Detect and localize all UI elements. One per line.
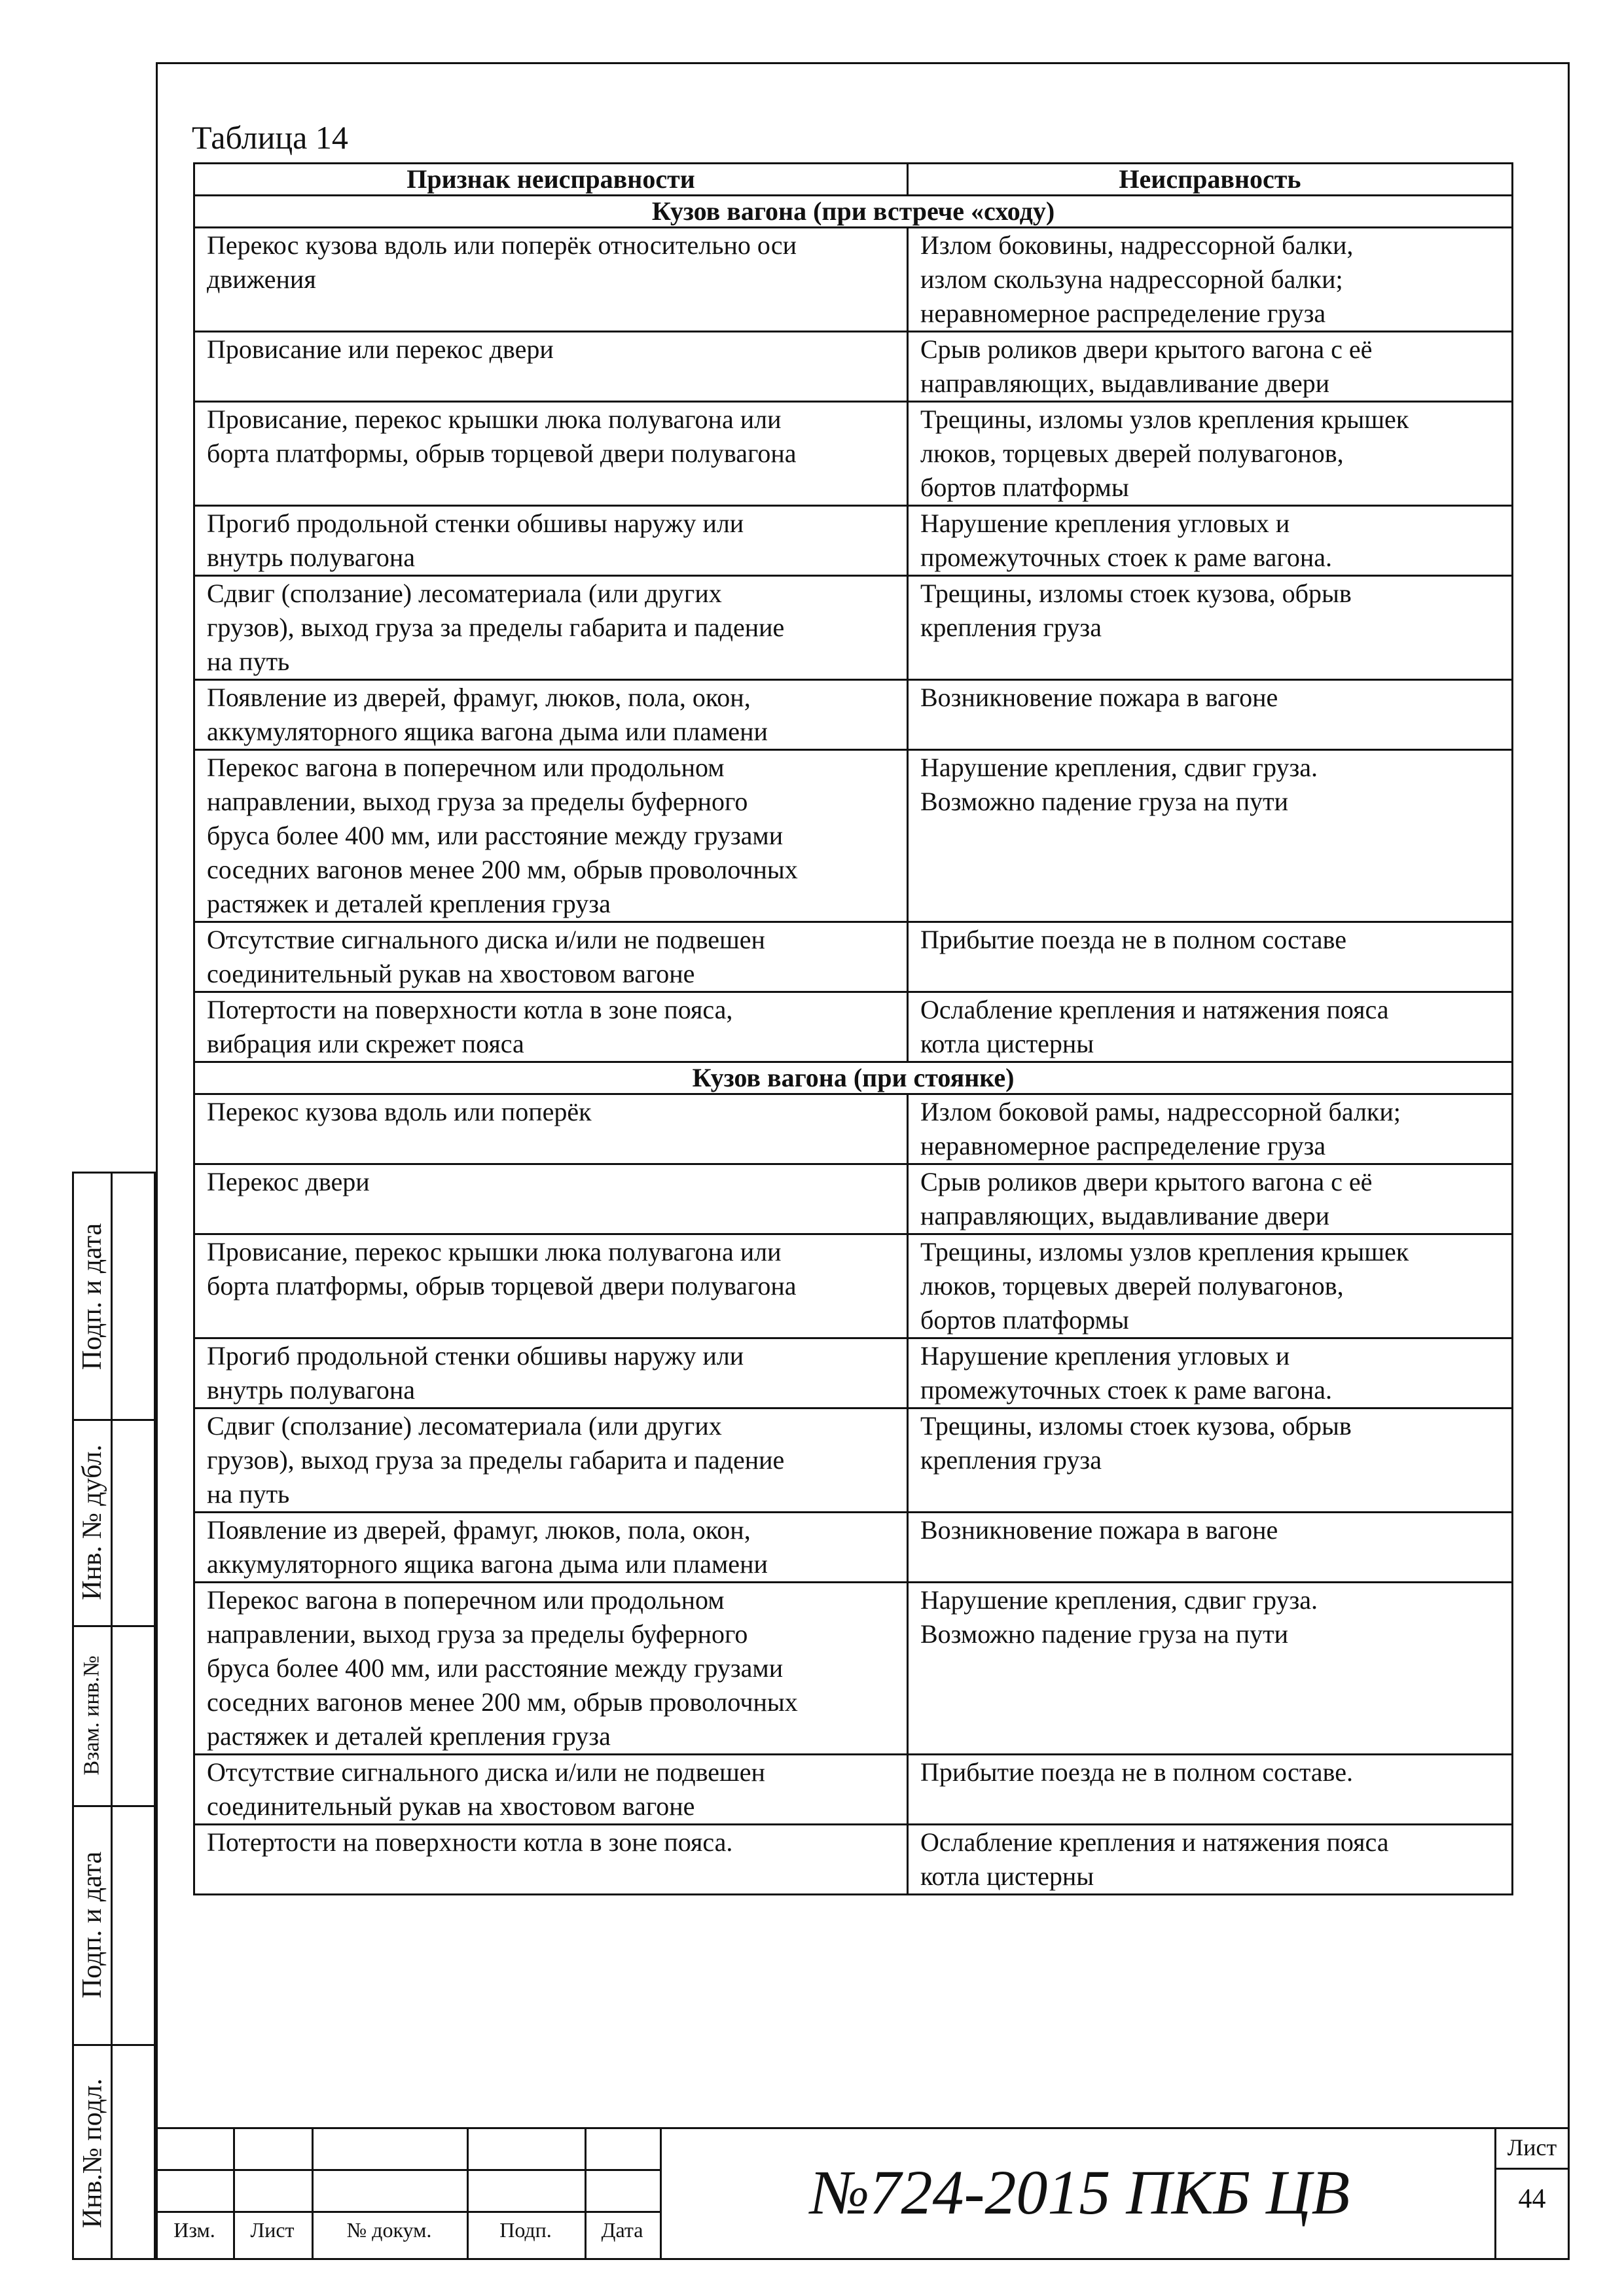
fault-cell: Срыв роликов двери крытого вагона с её направляющих, выдавливание двери (908, 1164, 1513, 1234)
fault-cell: Прибытие поезда не в полном составе. (908, 1755, 1513, 1825)
table-row (194, 1408, 1513, 1513)
table-row (194, 1234, 1513, 1338)
tb-col-date: Дата (601, 2218, 643, 2242)
stamp-sign-date-1: Подп. и дата (77, 1223, 108, 1370)
table-row (194, 576, 1513, 680)
header-symptom: Признак неисправности (194, 164, 908, 196)
stamp-sign-date-2: Подп. и дата (77, 1851, 108, 1998)
stamp-replace-inv: Взам. инв.№ (80, 1655, 105, 1776)
fault-table (193, 162, 1513, 1895)
section-header-row (194, 196, 1513, 228)
table-row (194, 1755, 1513, 1825)
table-row (194, 750, 1513, 922)
table-row (194, 506, 1513, 576)
tb-col-sheet: Лист (250, 2218, 295, 2242)
symptom-cell: Провисание, перекос крышки люка полувагона или борта платформы, обрыв торцевой двери полувагона (194, 1234, 908, 1338)
fault-cell: Возникновение пожара в вагоне (908, 1513, 1513, 1583)
section-title: Кузов вагона (при стоянке) (194, 1062, 1513, 1094)
symptom-cell: Отсутствие сигнального диска и/или не подвешен соединительный рукав на хвостовом вагоне (194, 922, 908, 992)
symptom-cell: Прогиб продольной стенки обшивы наружу или внутрь полувагона (194, 506, 908, 576)
sheet-number: 44 (1518, 2184, 1546, 2214)
fault-cell: Ослабление крепления и натяжения пояса котла цистерны (908, 992, 1513, 1062)
tb-col-sign: Подп. (499, 2218, 552, 2242)
fault-cell: Срыв роликов двери крытого вагона с её направляющих, выдавливание двери (908, 332, 1513, 402)
table-row (194, 992, 1513, 1062)
table-row (194, 228, 1513, 332)
symptom-cell: Появление из дверей, фрамуг, люков, пола, окон, аккумуляторного ящика вагона дыма или пламени (194, 1513, 908, 1583)
table-row (194, 1513, 1513, 1583)
symptom-cell: Перекос кузова вдоль или поперёк (194, 1094, 908, 1164)
symptom-cell: Провисание, перекос крышки люка полувагона или борта платформы, обрыв торцевой двери полувагона (194, 402, 908, 506)
fault-cell: Прибытие поезда не в полном составе (908, 922, 1513, 992)
fault-cell: Излом боковой рамы, надрессорной балки; неравномерное распределение груза (908, 1094, 1513, 1164)
fault-cell: Нарушение крепления угловых и промежуточных стоек к раме вагона. (908, 506, 1513, 576)
table-row (194, 1583, 1513, 1755)
stamp-inv-dup: Инв. № дубл. (77, 1444, 107, 1600)
table-row (194, 1164, 1513, 1234)
tb-col-change: Изм. (173, 2218, 215, 2242)
tb-col-doc: № докум. (346, 2218, 432, 2242)
stamp-inv-orig: Инв.№ подл. (77, 2078, 107, 2228)
table-row (194, 680, 1513, 750)
symptom-cell: Перекос двери (194, 1164, 908, 1234)
symptom-cell: Потертости на поверхности котла в зоне пояса. (194, 1825, 908, 1895)
table-header-row (194, 164, 1513, 196)
section-title: Кузов вагона (при встрече «сходу) (194, 196, 1513, 228)
fault-cell: Трещины, изломы стоек кузова, обрыв крепления груза (908, 1408, 1513, 1513)
symptom-cell: Сдвиг (сползание) лесоматериала (или других грузов), выход груза за пределы габарита и падение на путь (194, 576, 908, 680)
fault-cell: Нарушение крепления угловых и промежуточных стоек к раме вагона. (908, 1338, 1513, 1408)
fault-cell: Нарушение крепления, сдвиг груза. Возможно падение груза на пути (908, 750, 1513, 922)
sheet-label: Лист (1507, 2134, 1557, 2161)
table-row (194, 1094, 1513, 1164)
fault-cell: Возникновение пожара в вагоне (908, 680, 1513, 750)
table-row (194, 402, 1513, 506)
symptom-cell: Перекос вагона в поперечном или продольном направлении, выход груза за пределы буферного бруса более 400 мм, или расстояние между грузами соседних вагонов менее 200 мм, обрыв проволочных растяжек и деталей крепления груза (194, 750, 908, 922)
fault-cell: Нарушение крепления, сдвиг груза. Возможно падение груза на пути (908, 1583, 1513, 1755)
table-row (194, 1338, 1513, 1408)
fault-cell: Излом боковины, надрессорной балки, излом скользуна надрессорной балки; неравномерное распределение груза (908, 228, 1513, 332)
symptom-cell: Провисание или перекос двери (194, 332, 908, 402)
table-caption: Таблица 14 (192, 119, 348, 156)
table-row (194, 332, 1513, 402)
section-header-row (194, 1062, 1513, 1094)
symptom-cell: Перекос кузова вдоль или поперёк относительно оси движения (194, 228, 908, 332)
margin-stamp (72, 1172, 156, 2260)
document-number: №724-2015 ПКБ ЦВ (810, 2157, 1350, 2227)
table-row (194, 1825, 1513, 1895)
fault-cell: Трещины, изломы узлов крепления крышек люков, торцевых дверей полувагонов, бортов платформы (908, 402, 1513, 506)
symptom-cell: Перекос вагона в поперечном или продольном направлении, выход груза за пределы буферного бруса более 400 мм, или расстояние между грузами соседних вагонов менее 200 мм, обрыв проволочных растяжек и деталей крепления груза (194, 1583, 908, 1755)
symptom-cell: Отсутствие сигнального диска и/или не подвешен соединительный рукав на хвостовом вагоне (194, 1755, 908, 1825)
symptom-cell: Прогиб продольной стенки обшивы наружу или внутрь полувагона (194, 1338, 908, 1408)
table-row (194, 922, 1513, 992)
symptom-cell: Сдвиг (сползание) лесоматериала (или других грузов), выход груза за пределы габарита и падение на путь (194, 1408, 908, 1513)
fault-cell: Трещины, изломы стоек кузова, обрыв крепления груза (908, 576, 1513, 680)
symptom-cell: Появление из дверей, фрамуг, люков, пола, окон, аккумуляторного ящика вагона дыма или пламени (194, 680, 908, 750)
symptom-cell: Потертости на поверхности котла в зоне пояса, вибрация или скрежет пояса (194, 992, 908, 1062)
header-fault: Неисправность (908, 164, 1513, 196)
fault-cell: Трещины, изломы узлов крепления крышек люков, торцевых дверей полувагонов, бортов платформы (908, 1234, 1513, 1338)
fault-cell: Ослабление крепления и натяжения пояса котла цистерны (908, 1825, 1513, 1895)
